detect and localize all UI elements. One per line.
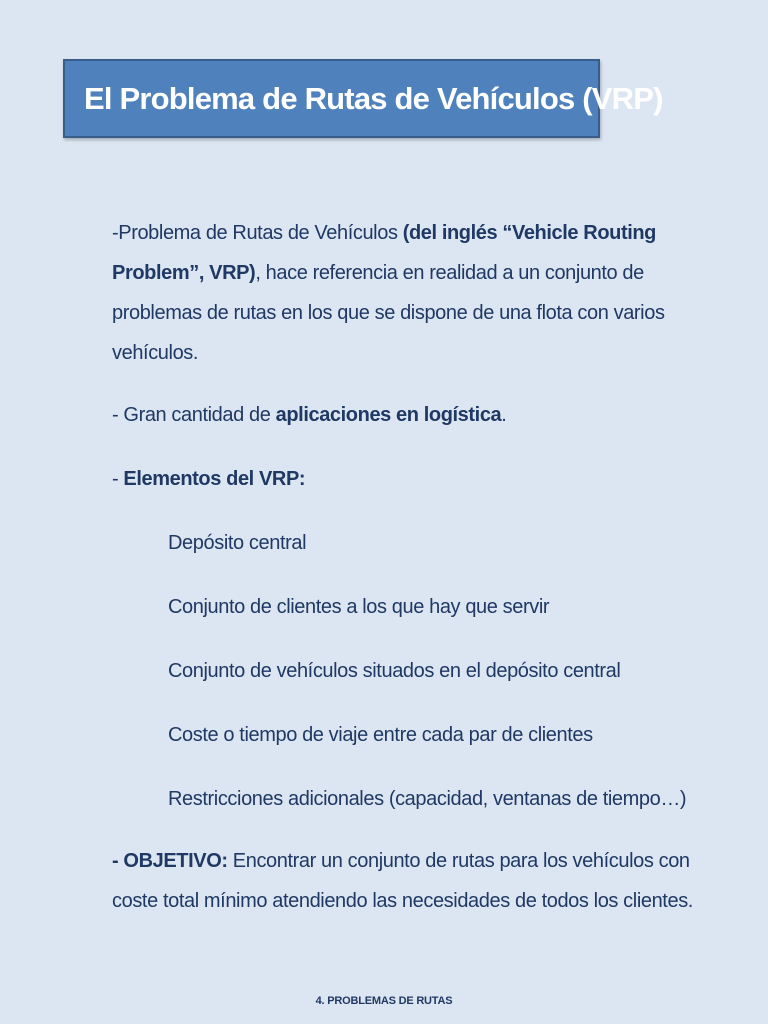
applications-bold: aplicaciones en logística [275, 404, 502, 426]
slide-footer: 4. PROBLEMAS DE RUTAS [315, 995, 453, 1007]
intro-paragraph [112, 213, 702, 373]
applications-suffix: . [501, 404, 507, 426]
objective-text: Encontrar un conjunto de rutas para los vehículos con coste total mínimo atendiendo las necesidades de todos los clientes. [112, 850, 693, 912]
list-item: Restricciones adicionales (capacidad, ventanas de tiempo…) [168, 788, 687, 810]
intro-prefix: -Problema de Rutas de Vehículos [112, 222, 403, 244]
list-item: Conjunto de clientes a los que hay que servir [168, 596, 550, 618]
slide-title: El Problema de Rutas de Vehículos (VRP) [84, 80, 663, 116]
objective-bold: - OBJETIVO: [112, 850, 228, 872]
applications-paragraph [112, 395, 702, 435]
elements-bold: Elementos del VRP: [123, 468, 306, 490]
list-item: Conjunto de vehículos situados en el depósito central [168, 660, 621, 682]
title-banner [63, 59, 663, 138]
intro-suffix: , hace referencia en realidad a un conjunto de problemas de rutas en los que se dispone de una flota con varios vehículos. [112, 262, 665, 364]
elements-list [112, 523, 702, 819]
elements-heading [112, 459, 702, 499]
list-item: Depósito central [168, 532, 307, 554]
list-item: Coste o tiempo de viaje entre cada par de clientes [168, 724, 593, 746]
elements-prefix: - [112, 468, 124, 490]
objective-paragraph [112, 841, 702, 921]
slide-body [112, 213, 702, 921]
applications-prefix: - Gran cantidad de [112, 404, 276, 426]
intro-bold: (del inglés “Vehicle Routing Problem”, VRP) [112, 222, 657, 284]
